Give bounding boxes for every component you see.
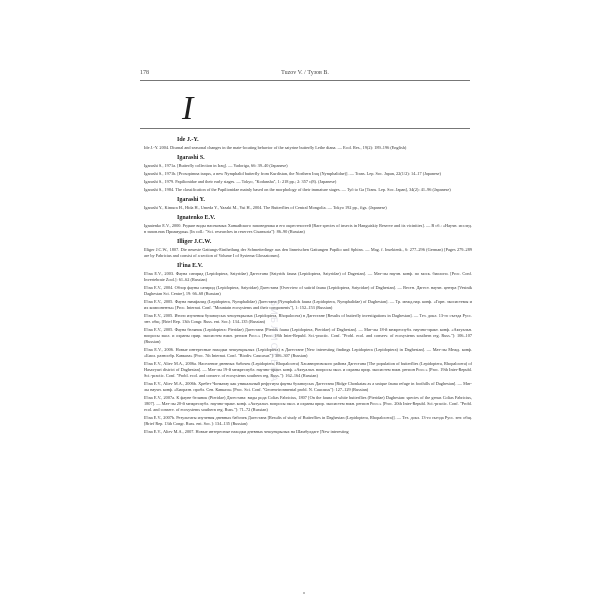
running-title: Tuzov V. / Тузов В. xyxy=(281,70,329,76)
author-heading: Ignatenko E.V. xyxy=(177,215,216,221)
reference-entry: Igarashi S., 1979. Papilionidae and their early stages. — Tokyo, "Kodansha", 1: 218 pp.; 2: 357 c(8). (Japanese) xyxy=(144,179,337,184)
author-heading: Ide J.-Y. xyxy=(177,137,199,143)
reference-entry: Illiger J.C.W., 1807. Die neueste Gattungs-Eintheilung der Schmetterlinge aus den linneischen Gattungen Papilio und Sphinx. — Mag. f. Insektenk., 6: 277–296 (German) [Pages 279–289 are by Fabricius and consist of a section of Volume I of Systema Glossatorum]. xyxy=(144,247,472,258)
page-mark xyxy=(303,592,305,594)
reference-entry: Igarashi S., 1971a. [Butterfly collection in Iraq]. — Yadoriga, 66: 39–40 (Japanese) xyxy=(144,163,288,168)
reference-entry: Il'ina E.V., 2005. Фауна нимфалид (Lepidoptera, Nymphalidae) Дагестана [Nymphalids fauna (Lepidoptera, Nymphalidae) of Daghestan]. — Тр. межд.нар. конф. «Горн. экосистемы и их компоненты» [Proc. Internat. Conf. "Mountain ecosystems and their components"], 1: 152–153 (Russian) xyxy=(144,299,472,310)
author-heading: Igarashi S. xyxy=(177,155,205,161)
reference-entry: Il'ina E.V., Aliev M.A., 2007. Новые интересные находки дневных чешуекрылых на Шамбулдаге [New interesting xyxy=(144,429,349,434)
reference-entry: Ignatenko E.V., 2000. Редкие виды насекомых Ханкайского заповедника и его окрестностей [Rare species of insects in Hanguiskiy Reserve and its vicinities]. — В сб.: «Научн. исслед. в запов.них Приамурья» [In coll.: "Sci. researches in reserves Cisamuria"]: 86–90 (Russian) xyxy=(144,223,472,234)
reference-entry: Il'ina E.V., 2006. Новые интересные находки чешуекрылых (Lepidoptera) в Дагестане [New interesting findings Lepidoptera (Lepidoptera) in Daghestan]. — Мат-лы Межд. конф. «Биол. разнообр. Кавказа» [Proc. 7th Internat. Conf. "Biodiv. Caucasus"]: 306–307 (Russian) xyxy=(144,347,472,358)
reference-entry: Igarashi Y., Kimura H., Hida H., Umeda Y., Yazaki M., Yui H., 2004. The Butterflies of Central Mongolia. — Tokyo 192 pp., figs. (Japanese) xyxy=(144,205,387,210)
reference-entry: Il'ina E.V., 2007a. К фауне белянок (Pieridae) Дагестана: виды рода Colias Fabricius, 1807 [On the fauna of white butterflies (Pieridae) Daghestan: species of the genus Colias Fabricius, 1807]. — Мат-лы 20-й межреспубл. научно-практ. конф. «Актуальн. вопросы экол. и охраны прир. экосистем южн. регион Росс.» [Proc. 20th Inter-Republ. Sci.-practic. Conf. "Probl. ecol. and conserv. of ecosystems southern reg. Russ."]: 71–72 (Russian) xyxy=(144,395,472,412)
reference-entry: Il'ina E.V., 2005. Фауна белянок (Lepidoptera: Pieridae) Дагестана [Pierids fauna (Lepidoptera, Pieridae) of Daghestan]. — Мат-лы 18-й межреспубл. научно-практ. конф. «Актуальн. вопросы экол. и охраны прир. экосистем южн. регион Росс.» [Proc. 18th Inter-Republ. Sci.-practic. Conf. "Probl. ecol. and conserv. of ecosystems southern reg. Russ."]: 106–107 (Russian) xyxy=(144,327,472,344)
reference-entry: Il'ina E.V., 2004. Обзор фауны сатирид (Lepidoptera, Satyridae) Дагестана [Overview of satirid fauna (Lepidoptera, Satyridae) of Daghestan]. — Вестн. Дагест. научн. центра [Vestnik Daghestan Sci. Centre], 19: 66–68 (Russian) xyxy=(144,285,472,296)
watermark-stamp: БИБЛИОТЕКА xyxy=(268,300,278,384)
reference-entry: Igarashi S., 1971b. [Prosopimna iraqus, a new Nymphalid butterfly from Kurdistan, the Northern Iraq (Nymphalidae)]. — Trans. Lep. Soc. Japan, 22(1/2): 14–17 (Japanese) xyxy=(144,171,441,176)
author-heading: Illiger J.C.W. xyxy=(177,239,212,245)
reference-entry: Ide J.-Y. 2004. Diurnal and seasonal changes in the mate-locating behavior of the satyrine butterfly Lethe diana. — Ecol. Res., 19(2): 189–196 (English) xyxy=(144,145,407,150)
reference-entry: Il'ina E.V., 2003. Фауна сатирид (Lepidoptera, Satyridae) Дагестана [Satyrids fauna (Lepidoptera, Satyridae) of Dagestan]. — Мат-лы научн. конф. по моск. биологи. [Proc. Conf. Invertebrate Zool.]: 61–62 (Russian) xyxy=(144,271,472,282)
author-heading: Il'ina E.V. xyxy=(177,263,203,269)
author-heading: Igarashi Y. xyxy=(177,197,205,203)
header-rule xyxy=(140,80,470,81)
page-number: 178 xyxy=(140,70,149,76)
section-rule xyxy=(140,128,470,129)
reference-entry: Il'ina E.V., 2005. Итоги изучения булавоусых чешуекрылых (Lepidoptera, Rhopalocera) в Дагестане [Results of butterfly investigations in Daghestan]. — Тез. докл. 13-го съезда Русс. энт. общ. [Brief Rep. 13th Congr. Russ. ent. Soc.]: 134–135 (Russian) xyxy=(144,313,472,324)
reference-entry: Il'ina E.V., 2007b. Результаты изучения дневных бабочек Дагестана [Results of study of Butterflies in Daghestan (Lepidoptera, Rhopalocera)]. — Тез. докл. 13-го съезда Русс. энт. общ. [Brief Rep. 13th Congr. Russ. ent. Soc.]: 134–135 (Russian) xyxy=(144,415,472,426)
reference-entry: Igarashi S., 1984. The classification of the Papilionidae mainly based on the morphology of their immature stages. — Tyō to Ga [Trans. Lep. Soc. Japan], 34(2): 41–96 (Japanese) xyxy=(144,187,451,192)
section-letter: I xyxy=(182,90,194,127)
reference-entry: Il'ina E.V., Aliev M.A., 2006a. Население дневных бабочек (Lepidoptera, Rhopalocera) Хасавюртовского района Дагестана [The population of butterflies (Lepidoptera, Rhopalocera) of Hasavyurt district of Daghestan]. — Мат-лы 19-й межреспубл. научно-практ. конф. «Актуальн. вопросы экол. и охраны прир. экосистем южн. регион Росс.» [Proc. 19th Inter-Republ. Sci.-practic. Conf. "Probl. ecol. and conserv. of ecosystems southern reg. Russ."]: 162–164 (Russian) xyxy=(144,361,472,378)
reference-entry: Il'ina E.V., Aliev M.A., 2006b. Хребет Чонкатау как уникальный рефугиум фауны булавоусых Дагестана [Ridge Chonkatau as a unique fauna refuge in foothills of Daghestan]. — Мат-лы научн. конф. «Биоразн. пробл. Сев. Кавказа» [Proc. Sci. Conf. "Geoenvironmental probl. N. Caucasus"]: 127–129 (Russian) xyxy=(144,381,472,392)
